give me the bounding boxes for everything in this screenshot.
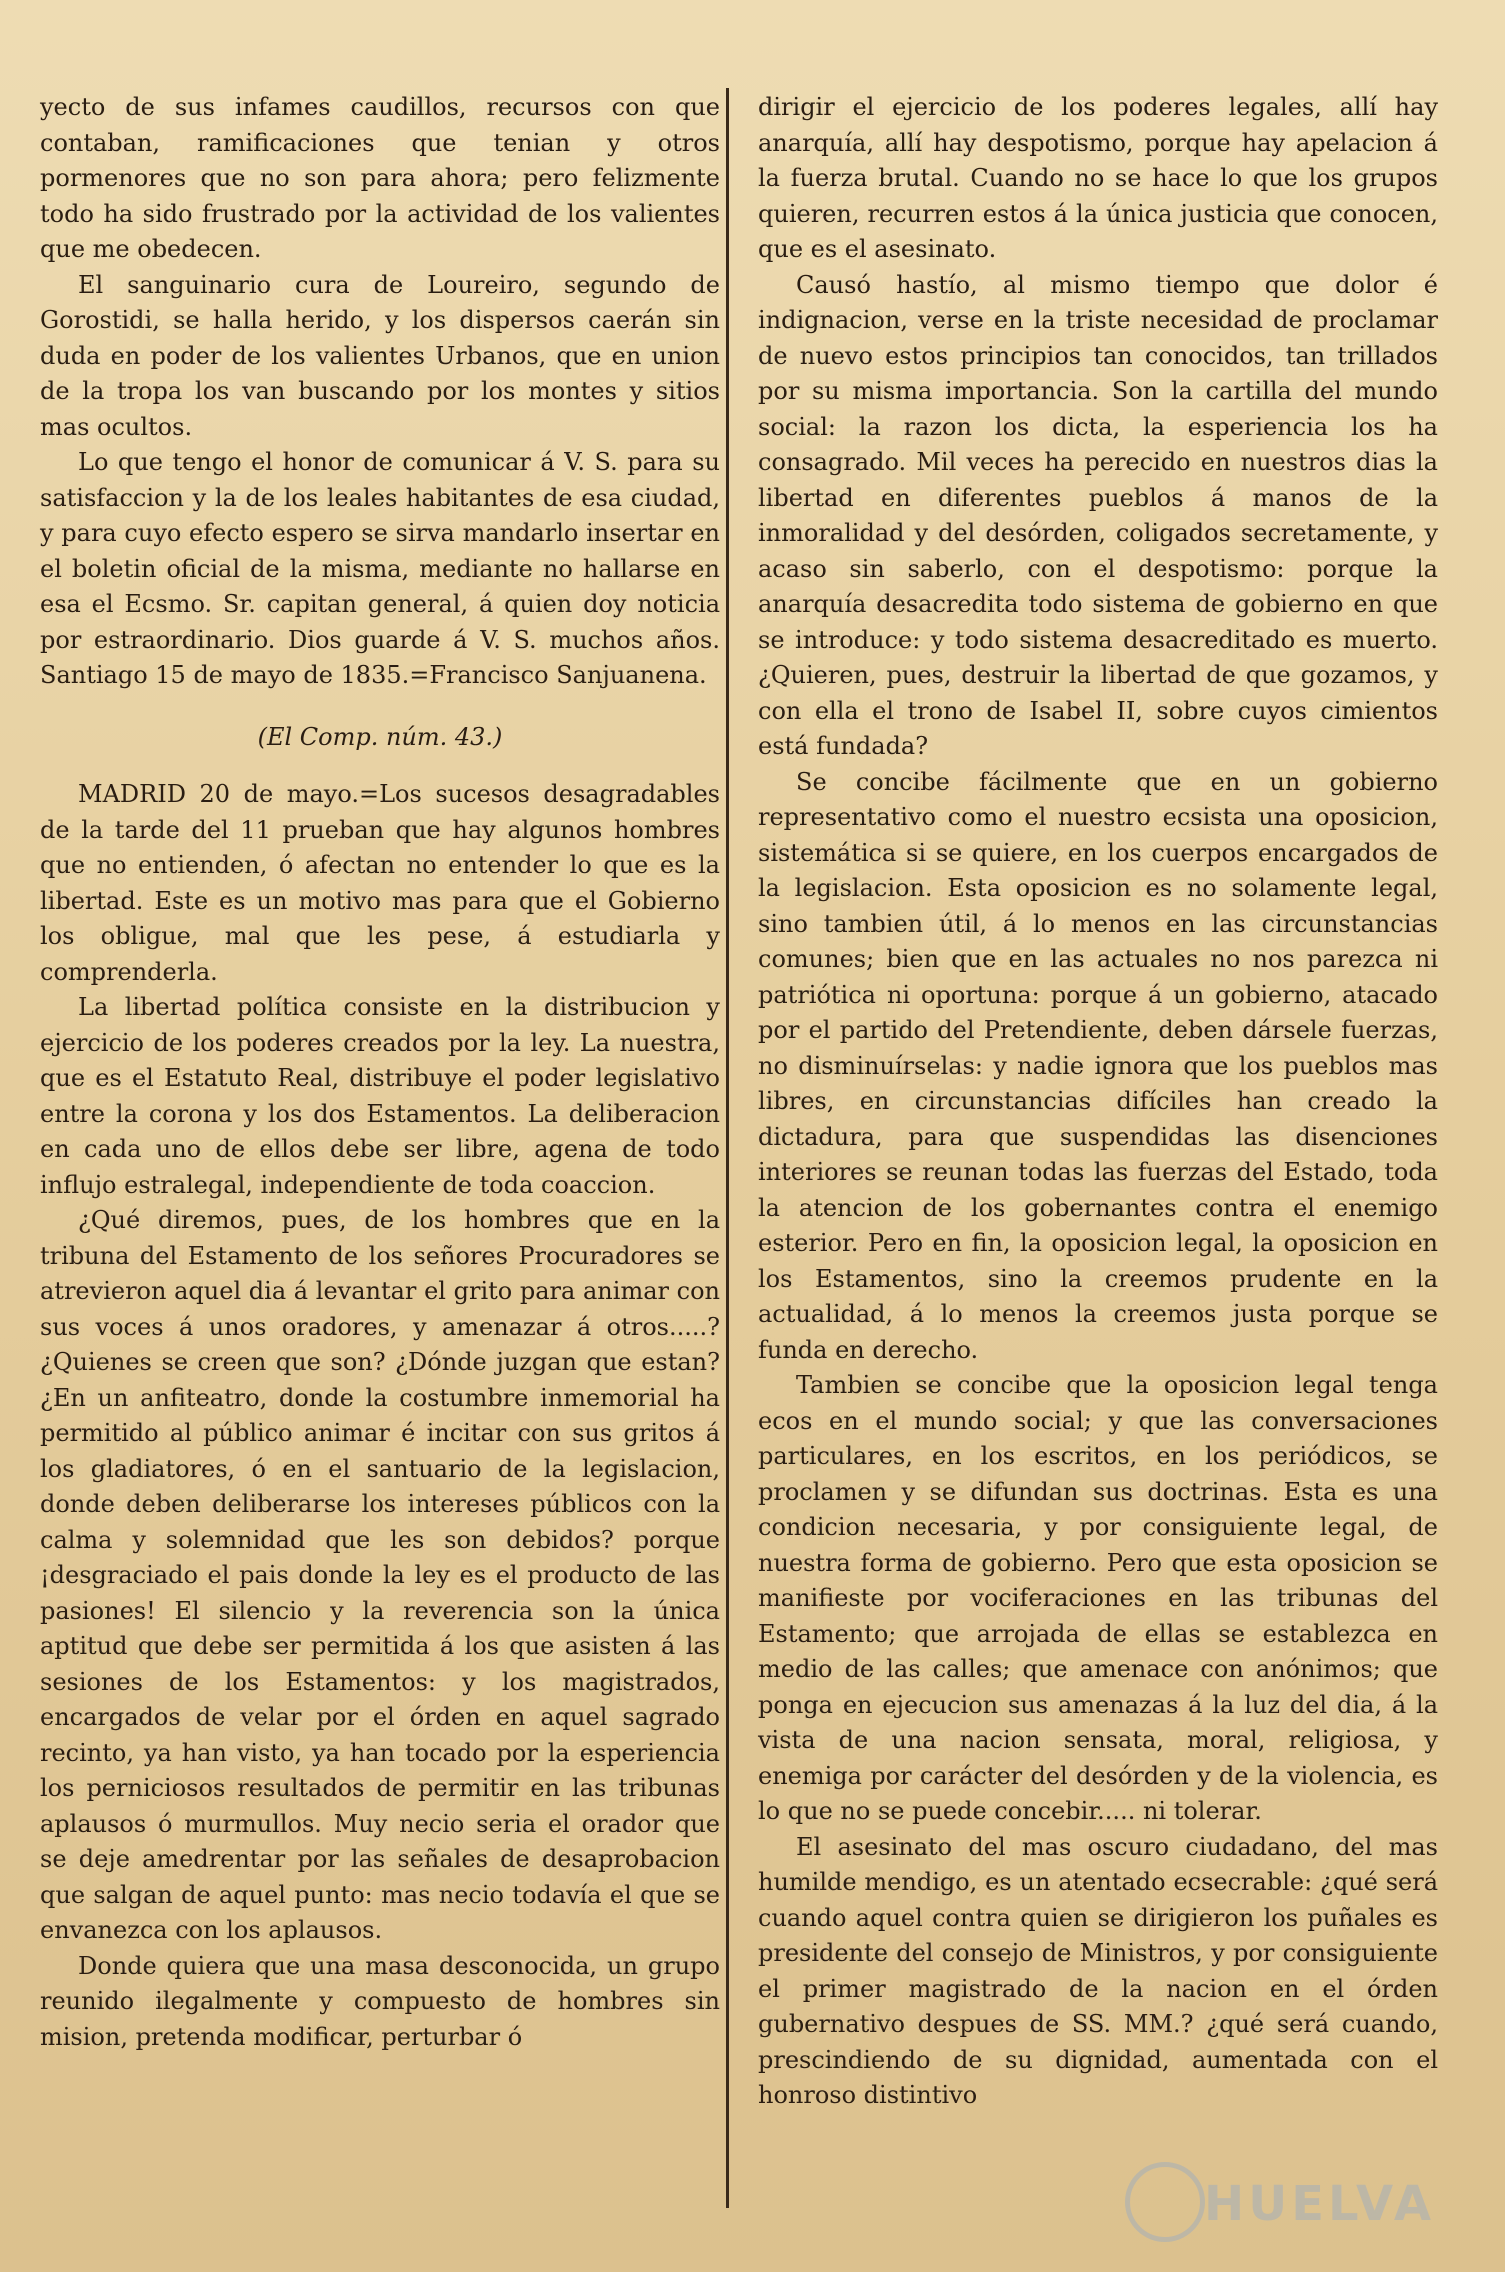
paragraph: dirigir el ejercicio de los poderes legales, allí hay anarquía, allí hay despotismo, porque hay apelacion á la fuerza brutal. Cuando no se hace lo que los grupos quieren, recurren estos á la única justicia que conocen, que es el asesinato. <box>758 93 1438 263</box>
library-logo-icon <box>1125 2162 1205 2242</box>
watermark: HUELVA <box>1204 2176 1435 2232</box>
paragraph: Causó hastío, al mismo tiempo que dolor é indignacion, verse en la triste necesidad de proclamar de nuevo estos principios tan conocidos, tan trillados por su misma importancia. Son la cartilla del mundo social: la razon los dicta, la esperiencia los ha consagrado. Mil veces ha perecido en nuestros dias la libertad en diferentes pueblos á manos de la inmoralidad y del desórden, coligados secretamente, y acaso sin saberlo, con el despotismo: porque la anarquía desacredita todo sistema de gobierno en que se introduce: y todo sistema desacreditado es muerto. ¿Quieren, pues, destruir la libertad de que gozamos, y con ella el trono de Isabel II, sobre cuyos cimientos está fundada? <box>758 270 1438 760</box>
paragraph: MADRID 20 de mayo.=Los sucesos desagradables de la tarde del 11 prueban que hay algunos hombres que no entienden, ó afectan no entender lo que es la libertad. Este es un motivo mas para que el Gobierno los obligue, mal que les pese, á estudiarla y comprenderla. <box>40 780 720 986</box>
paragraph: El sanguinario cura de Loureiro, segundo de Gorostidi, se halla herido, y los dispersos caerán sin duda en poder de los valientes Urbanos, que en union de la tropa los van buscando por los montes y sitios mas ocultos. <box>40 270 720 441</box>
paragraph: El asesinato del mas oscuro ciudadano, del mas humilde mendigo, es un atentado ecsecrable: ¿qué será cuando aquel contra quien se dirigieron los puñales es presidente del consejo de Ministros, y por consiguiente el primer magistrado de la nacion en el órden gubernativo despues de SS. MM.? ¿qué será cuando, prescindiendo de su dignidad, aumentada con el honroso distintivo <box>758 1832 1438 2109</box>
paragraph: ¿Qué diremos, pues, de los hombres que en la tribuna del Estamento de los señores Procuradores se atrevieron aquel dia á levantar el grito para animar con sus voces á unos oradores, y amenazar á otros.....? ¿Quienes se creen que son? ¿Dónde juzgan que estan? ¿En un anfiteatro, donde la costumbre inmemorial ha permitido al público animar é incitar con sus gritos á los gladiatores, ó en el santuario de la legislacion, donde deben deliberarse los intereses públicos con la calma y solemnidad que les son debidos? porque ¡desgraciado el pais donde la ley es el producto de las pasiones! El silencio y la reverencia son la única aptitud que debe ser permitida á los que asisten á las sesiones de los Estamentos: y los magistrados, encargados de velar por el órden en aquel sagrado recinto, ya han visto, ya han tocado por la esperiencia los perniciosos resultados de permitir en las tribunas aplausos ó murmullos. Muy necio seria el orador que se deje amedrentar por las señales de desaprobacion que salgan de aquel punto: mas necio todavía el que se envanezca con los aplausos. <box>40 1206 720 1944</box>
paragraph: yecto de sus infames caudillos, recursos con que contaban, ramificaciones que tenian y otros pormenores que no son para ahora; pero felizmente todo ha sido frustrado por la actividad de los valientes que me obedecen. <box>40 93 720 263</box>
paragraph: Se concibe fácilmente que en un gobierno representativo como el nuestro ecsista una oposicion, sistemática si se quiere, en los cuerpos encargados de la legislacion. Esta oposicion es no solamente legal, sino tambien útil, á lo menos en las circunstancias comunes; bien que en las actuales no nos parezca ni patriótica ni oportuna: porque á un gobierno, atacado por el partido del Pretendiente, deben dársele fuerzas, no disminuírselas: y nadie ignora que los pueblos mas libres, en circunstancias difíciles han creado la dictadura, para que suspendidas las disenciones interiores se reunan todas las fuerzas del Estado, toda la atencion de los gobernantes contra el enemigo esterior. Pero en fin, la oposicion legal, la oposicion en los Estamentos, sino la creemos prudente en la actualidad, á lo menos la creemos justa porque se funda en derecho. <box>758 767 1438 1364</box>
right-column <box>758 90 1438 2114</box>
paragraph: Lo que tengo el honor de comunicar á V. S. para su satisfaccion y la de los leales habitantes de esa ciudad, y para cuyo efecto espero se sirva mandarlo insertar en el boletin oficial de la misma, mediante no hallarse en esa el Ecsmo. Sr. capitan general, á quien doy noticia por estraordinario. Dios guarde á V. S. muchos años. Santiago 15 de mayo de 1835.=Francisco Sanjuanena. <box>40 448 720 689</box>
paragraph: Donde quiera que una masa desconocida, un grupo reunido ilegalmente y compuesto de hombres sin mision, pretenda modificar, perturbar ó <box>40 1951 720 2051</box>
paragraph: Tambien se concibe que la oposicion legal tenga ecos en el mundo social; y que las conversaciones particulares, en los escritos, en los periódicos, se proclamen y se difundan sus doctrinas. Esta es una condicion necesaria, y por consiguiente legal, de nuestra forma de gobierno. Pero que esta oposicion se manifieste por vociferaciones en las tribunas del Estamento; que arrojada de ellas se establezca en medio de las calles; que amenace con anónimos; que ponga en ejecucion sus amenazas á la luz del dia, á la vista de una nacion sensata, moral, religiosa, y enemiga por carácter del desórden y de la violencia, es lo que no se puede concebir..... ni tolerar. <box>758 1371 1438 1825</box>
paragraph: La libertad política consiste en la distribucion y ejercicio de los poderes creados por la ley. La nuestra, que es el Estatuto Real, distribuye el poder legislativo entre la corona y los dos Estamentos. La deliberacion en cada uno de ellos debe ser libre, agena de todo influjo estralegal, independiente de toda coaccion. <box>40 993 720 1199</box>
source-citation: (El Comp. núm. 43.) <box>257 722 503 751</box>
column-divider <box>726 88 729 2208</box>
left-column <box>40 90 720 2055</box>
